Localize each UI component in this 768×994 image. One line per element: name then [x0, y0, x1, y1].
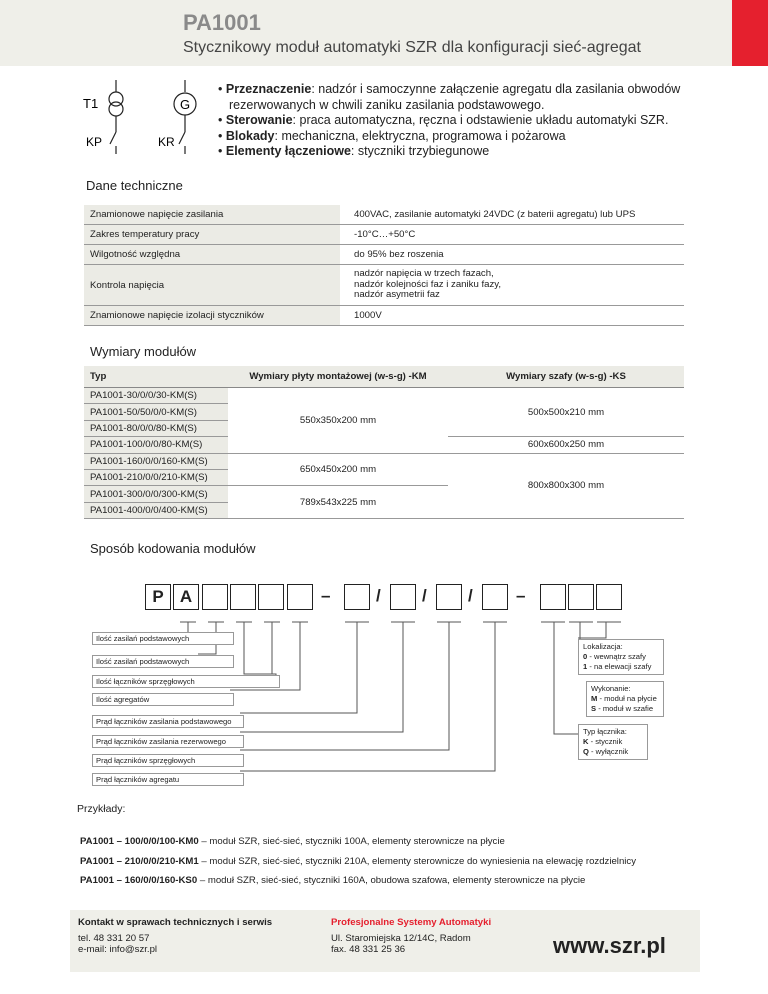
code-slash: /	[422, 586, 427, 605]
code-box	[568, 584, 594, 610]
table-row: PA1001-50/50/0/0-KM(S)	[84, 404, 684, 420]
code-box-a: A	[173, 584, 199, 610]
table-row: Wilgotność względna do 95% bez roszenia	[84, 245, 684, 265]
bullet-item: • Blokady: mechaniczna, elektryczna, programowa i pożarowa	[218, 128, 566, 143]
execution-legend: Wykonanie: M - moduł na płycie S - moduł w szafie	[586, 681, 664, 717]
table-row: PA1001-80/0/0/80-KM(S)	[84, 420, 684, 436]
code-box	[344, 584, 370, 610]
code-label: Ilość zasilań podstawowych	[92, 655, 234, 668]
table-row: PA1001-30/0/0/30-KM(S) 550x350x200 mm 500x500x210 mm	[84, 388, 684, 404]
code-box	[202, 584, 228, 610]
label-kp: KP	[86, 135, 103, 149]
dims-section-title: Wymiary modułów	[90, 344, 197, 359]
example-line: PA1001 – 100/0/0/100-KM0 – moduł SZR, sieć-sieć, styczniki 100A, elementy sterownicze na płycie	[80, 836, 505, 847]
code-box-p: P	[145, 584, 171, 610]
code-box	[287, 584, 313, 610]
schematic-diagram	[80, 78, 210, 158]
table-row: Znamionowe napięcie zasilania 400VAC, zasilanie automatyki 24VDC (z baterii agregatu) lub UPS	[84, 205, 684, 225]
code-box	[230, 584, 256, 610]
table-row: PA1001-300/0/0/300-KM(S) 789x543x225 mm	[84, 486, 684, 502]
location-legend: Lokalizacja: 0 - wewnątrz szafy 1 - na elewacji szafy	[578, 639, 664, 675]
coding-section-title: Sposób kodowania modułów	[90, 541, 256, 556]
company-address: Ul. Staromiejska 12/14C, Radom	[331, 933, 471, 944]
code-label: Prąd łączników zasilania podstawowego	[92, 715, 244, 728]
company-fax: fax. 48 331 25 36	[331, 944, 406, 955]
code-dash: –	[321, 586, 331, 605]
bullet-item: • Sterowanie: praca automatyczna, ręczna i odstawienie układu automatyki SZR.	[218, 113, 669, 127]
code-box	[436, 584, 462, 610]
code-box	[540, 584, 566, 610]
code-slash: /	[376, 586, 381, 605]
code-dash: –	[516, 586, 526, 605]
table-row: Znamionowe napięcie izolacji styczników 1000V	[84, 306, 684, 326]
example-line: PA1001 – 160/0/0/160-KS0 – moduł SZR, sieć-sieć, styczniki 160A, obudowa szafowa, elementy sterownicze na płycie	[80, 875, 586, 886]
code-label: Ilość łączników sprzęgłowych	[92, 675, 280, 688]
table-row: PA1001-210/0/0/210-KM(S)	[84, 469, 684, 485]
examples-title: Przykłady:	[77, 803, 126, 815]
code-box	[596, 584, 622, 610]
tech-section-title: Dane techniczne	[86, 178, 183, 193]
bullet-item: • Przeznaczenie: nadzór i samoczynne załączenie agregatu dla zasilania obwodów rezerwowanych w chwili zaniku zasilania podstawowego.	[218, 82, 681, 112]
table-header-row: Typ Wymiary płyty montażowej (w-s-g) -KM Wymiary szafy (w-s-g) -KS	[84, 366, 684, 388]
contact-phone: tel. 48 331 20 57	[78, 933, 150, 944]
example-line: PA1001 – 210/0/0/210-KM1 – moduł SZR, sieć-sieć, styczniki 210A, elementy sterownicze do wyniesienia na elewację rozdzielnicy	[80, 856, 637, 867]
table-row: Kontrola napięcia nadzór napięcia w trzech fazach, nadzór kolejności faz i zaniku fazy, nadzór asymetrii faz	[84, 265, 684, 306]
feature-bullets	[218, 82, 728, 160]
contact-title: Kontakt w sprawach technicznych i serwis	[78, 917, 273, 928]
bullet-item: • Elementy łączeniowe: styczniki trzybiegunowe	[218, 144, 490, 158]
contact-email[interactable]: e-mail: info@szr.pl	[78, 944, 158, 955]
code-label: Prąd łączników zasilania rezerwowego	[92, 735, 244, 748]
code-label: Ilość zasilań podstawowych	[92, 632, 234, 645]
company-name: Profesjonalne Systemy Automatyki	[331, 917, 492, 928]
code-box	[258, 584, 284, 610]
table-row: Zakres temperatury pracy -10°C…+50°C	[84, 225, 684, 245]
tech-table	[84, 205, 684, 326]
code-label: Ilość agregatów	[92, 693, 234, 706]
page-title: PA1001	[183, 10, 261, 35]
label-kr: KR	[158, 135, 175, 149]
code-box	[482, 584, 508, 610]
dims-table	[84, 366, 684, 519]
table-row: PA1001-160/0/0/160-KM(S) 650x450x200 mm 800x800x300 mm	[84, 453, 684, 469]
header-accent-block	[732, 0, 768, 66]
label-t1: T1	[83, 96, 99, 111]
page-subtitle: Stycznikowy moduł automatyki SZR dla konfiguracji sieć-agregat	[183, 39, 641, 56]
code-box	[390, 584, 416, 610]
table-row: PA1001-100/0/0/80-KM(S) 600x600x250 mm	[84, 437, 684, 453]
table-row: PA1001-400/0/0/400-KM(S)	[84, 502, 684, 518]
code-label: Prąd łączników sprzęgłowych	[92, 754, 244, 767]
code-slash: /	[468, 586, 473, 605]
switch-type-legend: Typ łącznika: K - stycznik Q - wyłącznik	[578, 724, 648, 760]
website-link[interactable]: www.szr.pl	[553, 933, 666, 958]
label-g: G	[180, 97, 191, 112]
code-label: Prąd łączników agregatu	[92, 773, 244, 786]
